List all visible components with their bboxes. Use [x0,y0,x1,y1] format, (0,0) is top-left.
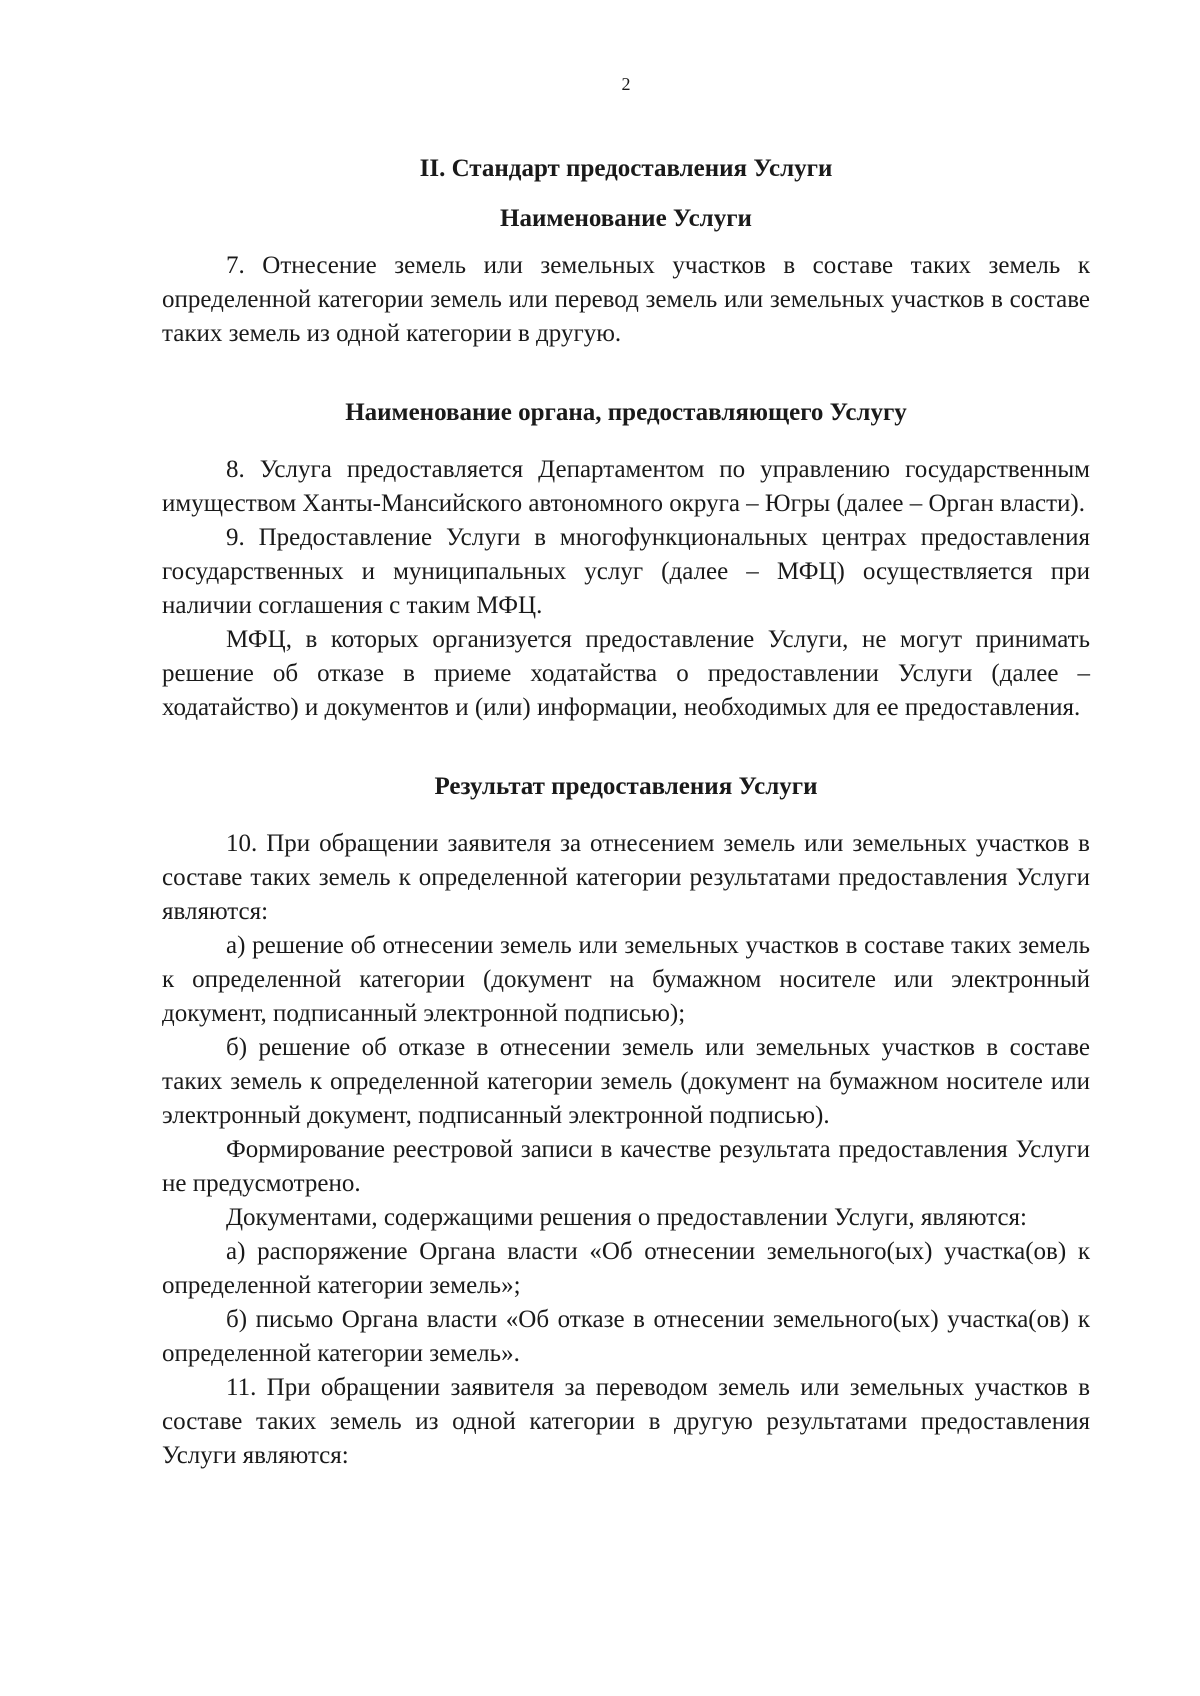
page-number: 2 [621,74,631,94]
paragraph-documents: Документами, содержащими решения о предоставлении Услуги, являются: [226,1204,1027,1231]
heading-service-result: Результат предоставления Услуги [434,773,818,800]
paragraph-10-b: б) решение об отказе в отнесении земель или земельных участков в составе таких земель к определенной категории земель (документ на бумажном носителе или электронный документ, подписанный электронной подписью). [162,1034,1090,1129]
section-title: II. Стандарт предоставления Услуги [419,155,833,182]
paragraph-registry: Формирование реестровой записи в качестве результата предоставления Услуги не предусмотрено. [162,1136,1090,1197]
heading-authority-name: Наименование органа, предоставляющего Услугу [345,399,907,426]
paragraph-mfc: МФЦ, в которых организуется предоставление Услуги, не могут принимать решение об отказе в приеме ходатайства о предоставлении Услуги (далее – ходатайство) и документов и (или) информации, необходимых для ее предоставления. [162,626,1090,721]
paragraph-8: 8. Услуга предоставляется Департаментом по управлению государственным имуществом Ханты-Мансийского автономного округа – Югры (далее – Орган власти). [162,456,1090,517]
paragraph-11: 11. При обращении заявителя за переводом земель или земельных участков в составе таких земель из одной категории в другую результатами предоставления Услуги являются: [162,1374,1090,1469]
paragraph-7: 7. Отнесение земель или земельных участков в составе таких земель к определенной категории земель или перевод земель или земельных участков в составе таких земель из одной категории в другую. [162,252,1090,347]
paragraph-10-a: а) решение об отнесении земель или земельных участков в составе таких земель к определенной категории (документ на бумажном носителе или электронный документ, подписанный электронной подписью); [162,932,1090,1027]
paragraph-docs-a: а) распоряжение Органа власти «Об отнесении земельного(ых) участка(ов) к определенной категории земель»; [162,1238,1090,1299]
paragraph-docs-b: б) письмо Органа власти «Об отказе в отнесении земельного(ых) участка(ов) к определенной категории земель». [162,1306,1090,1367]
heading-service-name: Наименование Услуги [500,205,752,232]
paragraph-9: 9. Предоставление Услуги в многофункциональных центрах предоставления государственных и муниципальных услуг (далее – МФЦ) осуществляется при наличии соглашения с таким МФЦ. [162,524,1090,619]
paragraph-10: 10. При обращении заявителя за отнесением земель или земельных участков в составе таких земель к определенной категории результатами предоставления Услуги являются: [162,830,1090,925]
